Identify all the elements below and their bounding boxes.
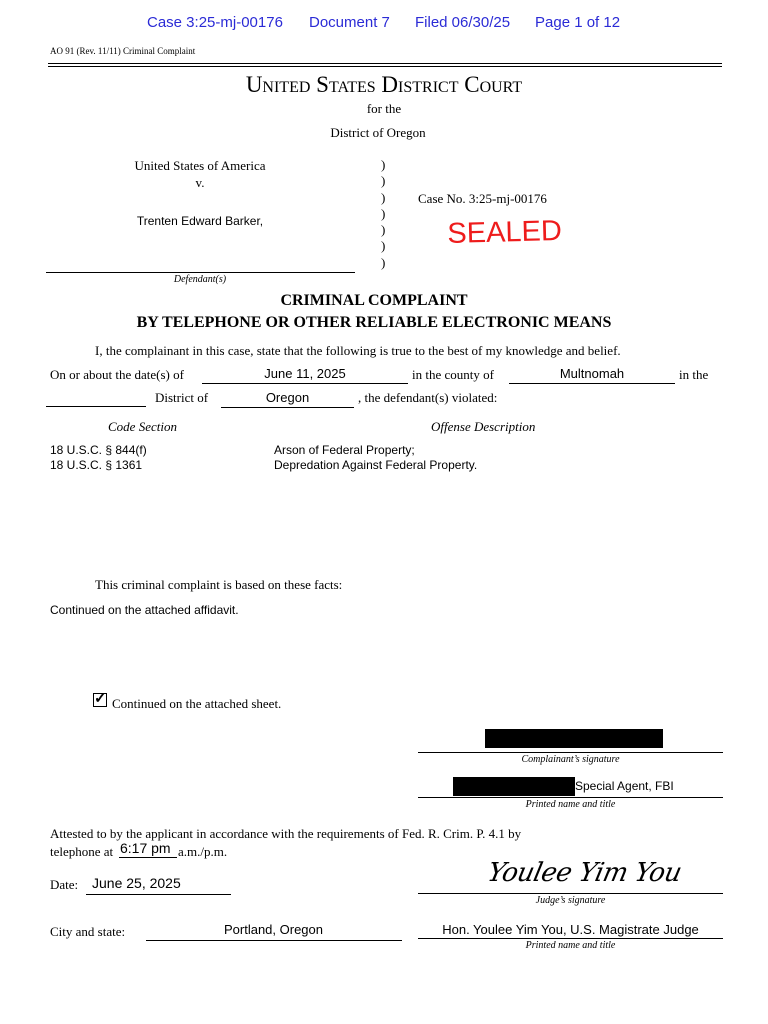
checkmark-icon: ✓ <box>94 691 107 707</box>
offense-date-line <box>202 383 408 384</box>
paren: ) <box>381 254 386 270</box>
date-line <box>86 894 231 895</box>
telephone-at-label: telephone at <box>50 844 114 859</box>
case-number-header: Case 3:25-mj-00176 <box>147 14 283 31</box>
caption-parens <box>381 157 385 271</box>
filed-date-header: Filed 06/30/25 <box>415 14 511 31</box>
form-id: AO 91 (Rev. 11/11) Criminal Complaint <box>50 46 196 56</box>
table-row-code: 18 U.S.C. § 844(f) <box>50 443 147 457</box>
table-row-code: 18 U.S.C. § 1361 <box>50 458 143 472</box>
signed-date: June 25, 2025 <box>92 875 181 891</box>
paren: ) <box>381 222 386 238</box>
judge-printed-name: Hon. Youlee Yim You, U.S. Magistrate Judge <box>442 922 699 937</box>
table-row-description: Arson of Federal Property; <box>274 443 415 457</box>
facts-text: Continued on the attached affidavit. <box>50 603 239 617</box>
redaction-block <box>485 729 663 748</box>
judge-printed-label: Printed name and title <box>525 940 616 951</box>
judge-signature-line <box>418 893 723 894</box>
continued-checkbox[interactable] <box>93 693 107 707</box>
city-state-line <box>146 940 402 941</box>
document-number-header: Document 7 <box>309 14 390 31</box>
attestation-text: Attested to by the applicant in accordance with the requirements of Fed. R. Crim. P. 4.1 by <box>50 826 522 841</box>
complainant-printed-line <box>418 797 723 798</box>
judge-signature-label: Judge’s signature <box>535 895 606 906</box>
defendant-label: Defendant(s) <box>173 274 227 285</box>
city-state-label: City and state: <box>50 924 126 939</box>
paren: ) <box>381 238 386 254</box>
county-label: in the county of <box>412 367 494 382</box>
complaint-intro: I, the complainant in this case, state that the following is true to the best of my knowledge and belief. <box>95 343 621 358</box>
on-or-about-label: On or about the date(s) of <box>50 367 184 382</box>
violated-label: , the defendant(s) violated: <box>358 390 498 405</box>
city-state-value: Portland, Oregon <box>223 922 323 937</box>
time-line <box>119 857 177 858</box>
county-line <box>509 383 675 384</box>
header-rule-top <box>48 63 722 64</box>
county-value: Multnomah <box>559 366 625 381</box>
versus: v. <box>195 175 205 190</box>
complainant-signature-label: Complainant’s signature <box>521 754 620 765</box>
facts-label: This criminal complaint is based on these facts: <box>95 577 343 592</box>
complaint-title: CRIMINAL COMPLAINT <box>280 292 468 309</box>
attestation-time: 6:17 pm <box>120 840 171 856</box>
plaintiff-name: United States of America <box>134 158 266 173</box>
paren: ) <box>381 189 386 205</box>
district-line <box>221 407 354 408</box>
paren: ) <box>381 157 386 172</box>
complaint-subtitle: BY TELEPHONE OR OTHER RELIABLE ELECTRONIC MEANS <box>136 314 612 331</box>
offense-date: June 11, 2025 <box>264 366 346 381</box>
in-the-label: in the <box>679 367 709 382</box>
district-value: Oregon <box>265 390 310 405</box>
page-count-header: Page 1 of 12 <box>535 14 621 31</box>
district-name: District of Oregon <box>330 125 426 140</box>
complainant-title: Special Agent, FBI <box>575 779 674 793</box>
redaction-block <box>453 777 575 796</box>
caption-rule <box>46 272 355 273</box>
ampm-label: a.m./p.m. <box>178 844 228 859</box>
paren: ) <box>381 205 386 221</box>
offense-description-header: Offense Description <box>431 419 536 434</box>
court-title: United States District Court <box>245 72 523 97</box>
complainant-signature-line <box>418 752 723 753</box>
date-label: Date: <box>50 877 79 892</box>
header-rule-bottom <box>48 66 722 67</box>
continued-sheet-label: Continued on the attached sheet. <box>112 696 282 711</box>
case-number: Case No. 3:25-mj-00176 <box>418 191 547 206</box>
defendant-name: Trenten Edward Barker, <box>136 214 264 228</box>
sealed-stamp: SEALED <box>447 215 563 250</box>
code-section-header: Code Section <box>108 419 177 434</box>
judge-printed-line <box>418 938 723 939</box>
paren: ) <box>381 173 386 189</box>
judge-signature: Youlee Yim You <box>484 858 685 888</box>
district-of-label: District of <box>155 390 209 405</box>
complainant-printed-label: Printed name and title <box>525 799 616 810</box>
blank-district-line <box>46 406 146 407</box>
table-row-description: Depredation Against Federal Property. <box>274 458 478 472</box>
for-the-label: for the <box>366 101 402 116</box>
